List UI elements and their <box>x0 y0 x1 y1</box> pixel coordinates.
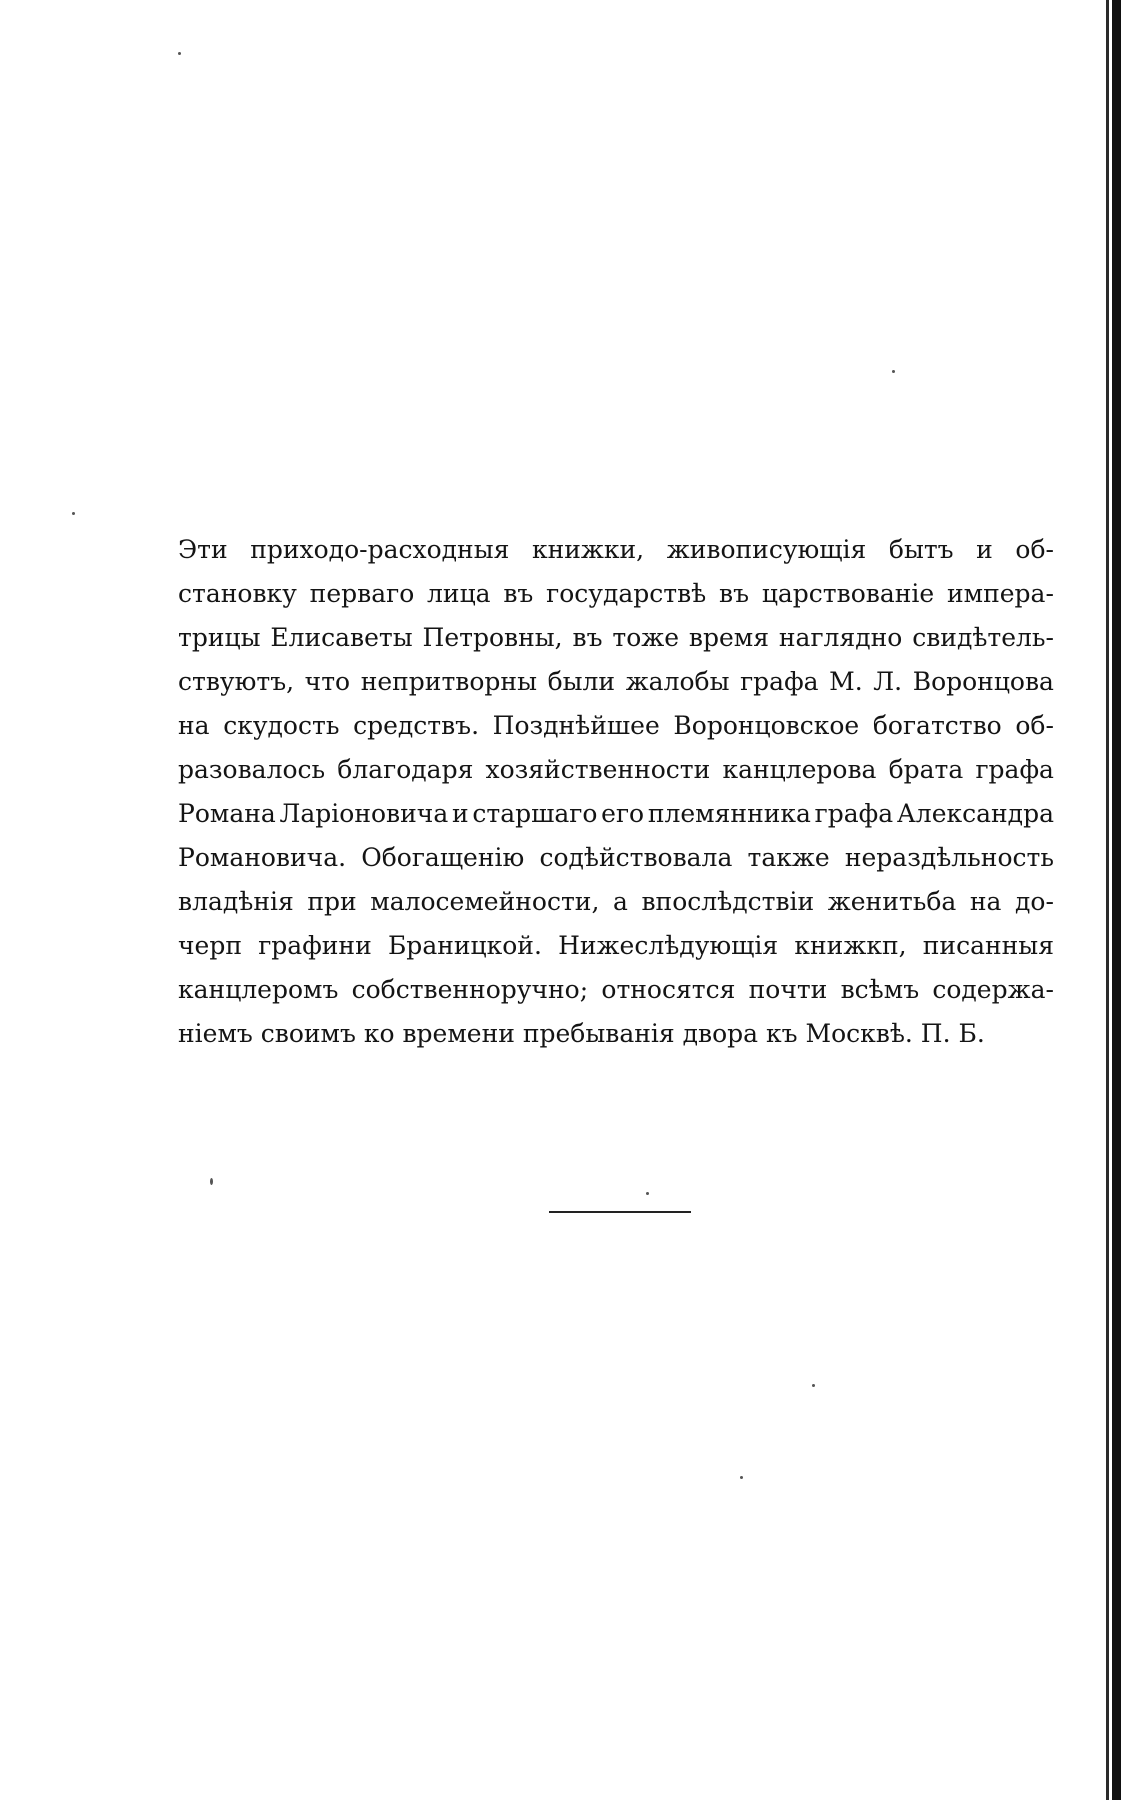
paragraph-word: живописующія <box>666 535 867 564</box>
paragraph-word: до- <box>1015 887 1054 916</box>
paragraph-word: благодаря <box>337 755 474 784</box>
paragraph-word: въ <box>572 623 603 652</box>
paragraph-word: всѣмъ <box>840 975 920 1004</box>
paragraph-word: впослѣдствіи <box>641 887 815 916</box>
paragraph-word: Эти <box>178 535 228 564</box>
paragraph-line <box>178 880 1054 924</box>
paragraph-word: владѣнія <box>178 887 294 916</box>
paragraph-word: женитьба <box>827 887 957 916</box>
paragraph-word: Нижеслѣдующія <box>558 931 779 960</box>
paragraph-word: собственноручно; <box>351 975 589 1004</box>
paragraph-word: тоже <box>612 623 680 652</box>
paragraph-word: трицы <box>178 623 261 652</box>
paragraph-word: содержа- <box>932 975 1054 1004</box>
paragraph-word: Ларіоновича <box>279 799 449 828</box>
paragraph-word: относятся <box>601 975 736 1004</box>
paragraph-word: содѣйствовала <box>539 843 733 872</box>
paragraph-word: время <box>688 623 770 652</box>
paragraph-word: и <box>976 535 993 564</box>
paragraph-word: черп <box>178 931 242 960</box>
paragraph-line <box>178 924 1054 968</box>
scan-speck <box>72 512 75 515</box>
paragraph-line <box>178 704 1054 748</box>
paragraph-word: канцлерова <box>722 755 877 784</box>
paragraph-word: средствъ. <box>353 711 480 740</box>
paragraph-word: также <box>747 843 830 872</box>
paragraph-word: непритворны <box>360 667 537 696</box>
paragraph-word: графа <box>975 755 1054 784</box>
paragraph-word: на <box>178 711 210 740</box>
paragraph-word: нераздѣльность <box>844 843 1054 872</box>
paragraph-word: Романа <box>178 799 276 828</box>
paragraph-line <box>178 792 1054 836</box>
paragraph-word: старшаго <box>472 799 598 828</box>
paragraph-word: были <box>547 667 616 696</box>
paragraph-word: канцлеромъ <box>178 975 339 1004</box>
section-divider-rule <box>549 1211 691 1213</box>
page-binding-shadow <box>1106 0 1109 1800</box>
paragraph-word: жалобы <box>625 667 730 696</box>
paragraph-word: Воронцовское <box>673 711 860 740</box>
paragraph-word: графини <box>258 931 372 960</box>
paragraph-word: перваго <box>309 579 415 608</box>
paragraph-word: царствованіе <box>761 579 935 608</box>
paragraph-line <box>178 528 1054 572</box>
paragraph-word: а <box>612 887 628 916</box>
paragraph-word: свидѣтель- <box>912 623 1054 652</box>
paragraph-line <box>178 836 1054 880</box>
paragraph-word: въ <box>719 579 750 608</box>
paragraph-line <box>178 660 1054 704</box>
paragraph-word: бытъ <box>888 535 954 564</box>
paragraph-word: почти <box>748 975 828 1004</box>
paragraph-word: Л. <box>873 667 903 696</box>
paragraph-word: М. <box>829 667 863 696</box>
paragraph-word: Браницкой. <box>387 931 542 960</box>
paragraph-word: графа <box>814 799 894 828</box>
paragraph-word: брата <box>888 755 964 784</box>
paragraph-word: и <box>451 799 469 828</box>
paragraph-line <box>178 572 1054 616</box>
paragraph-word: книжки, <box>531 535 645 564</box>
paragraph-word: Позднѣйшее <box>492 711 660 740</box>
body-paragraph <box>178 528 1054 1056</box>
paragraph-word: Воронцова <box>912 667 1054 696</box>
paragraph-word: хозяйственности <box>485 755 711 784</box>
paragraph-word: племянника <box>647 799 811 828</box>
paragraph-word: книжкп, <box>794 931 907 960</box>
paragraph-word: Романовича. <box>178 843 347 872</box>
paragraph-line-last: ніемъ своимъ ко времени пребыванія двора къ Москвѣ. П. Б. <box>178 1019 985 1048</box>
paragraph-word: ствуютъ, <box>178 667 295 696</box>
paragraph-word: скудость <box>223 711 340 740</box>
paragraph-line <box>178 748 1054 792</box>
paragraph-word: писанныя <box>922 931 1054 960</box>
paragraph-word: об- <box>1015 711 1054 740</box>
paragraph-word: графа <box>740 667 819 696</box>
paragraph-word: при <box>307 887 357 916</box>
scan-speck <box>740 1476 743 1479</box>
paragraph-word: лица <box>427 579 491 608</box>
paragraph-word: что <box>304 667 351 696</box>
paragraph-line <box>178 968 1054 1012</box>
paragraph-word: Елисаветы <box>270 623 413 652</box>
paragraph-word: импера- <box>946 579 1054 608</box>
scan-speck <box>812 1384 815 1387</box>
scan-speck <box>178 52 181 55</box>
paragraph-word: на <box>969 887 1002 916</box>
scan-speck <box>892 370 895 373</box>
paragraph-word: наглядно <box>778 623 903 652</box>
paragraph-word: разовалось <box>178 755 326 784</box>
paragraph-word: въ <box>503 579 534 608</box>
paragraph-word: богатство <box>872 711 1002 740</box>
paragraph-word: Обогащенію <box>361 843 525 872</box>
paragraph-line <box>178 616 1054 660</box>
paragraph-word: приходо-расходныя <box>250 535 510 564</box>
paragraph-word: государствѣ <box>546 579 707 608</box>
paragraph-word: становку <box>178 579 297 608</box>
paragraph-word: об- <box>1015 535 1054 564</box>
paragraph-word: Александра <box>896 799 1054 828</box>
paragraph-word: малосемейности, <box>370 887 600 916</box>
scan-speck <box>210 1178 213 1185</box>
paragraph-word: Петровны, <box>422 623 563 652</box>
scan-speck <box>646 1192 649 1195</box>
page-binding-edge <box>1112 0 1121 1800</box>
paragraph-word: его <box>601 799 645 828</box>
